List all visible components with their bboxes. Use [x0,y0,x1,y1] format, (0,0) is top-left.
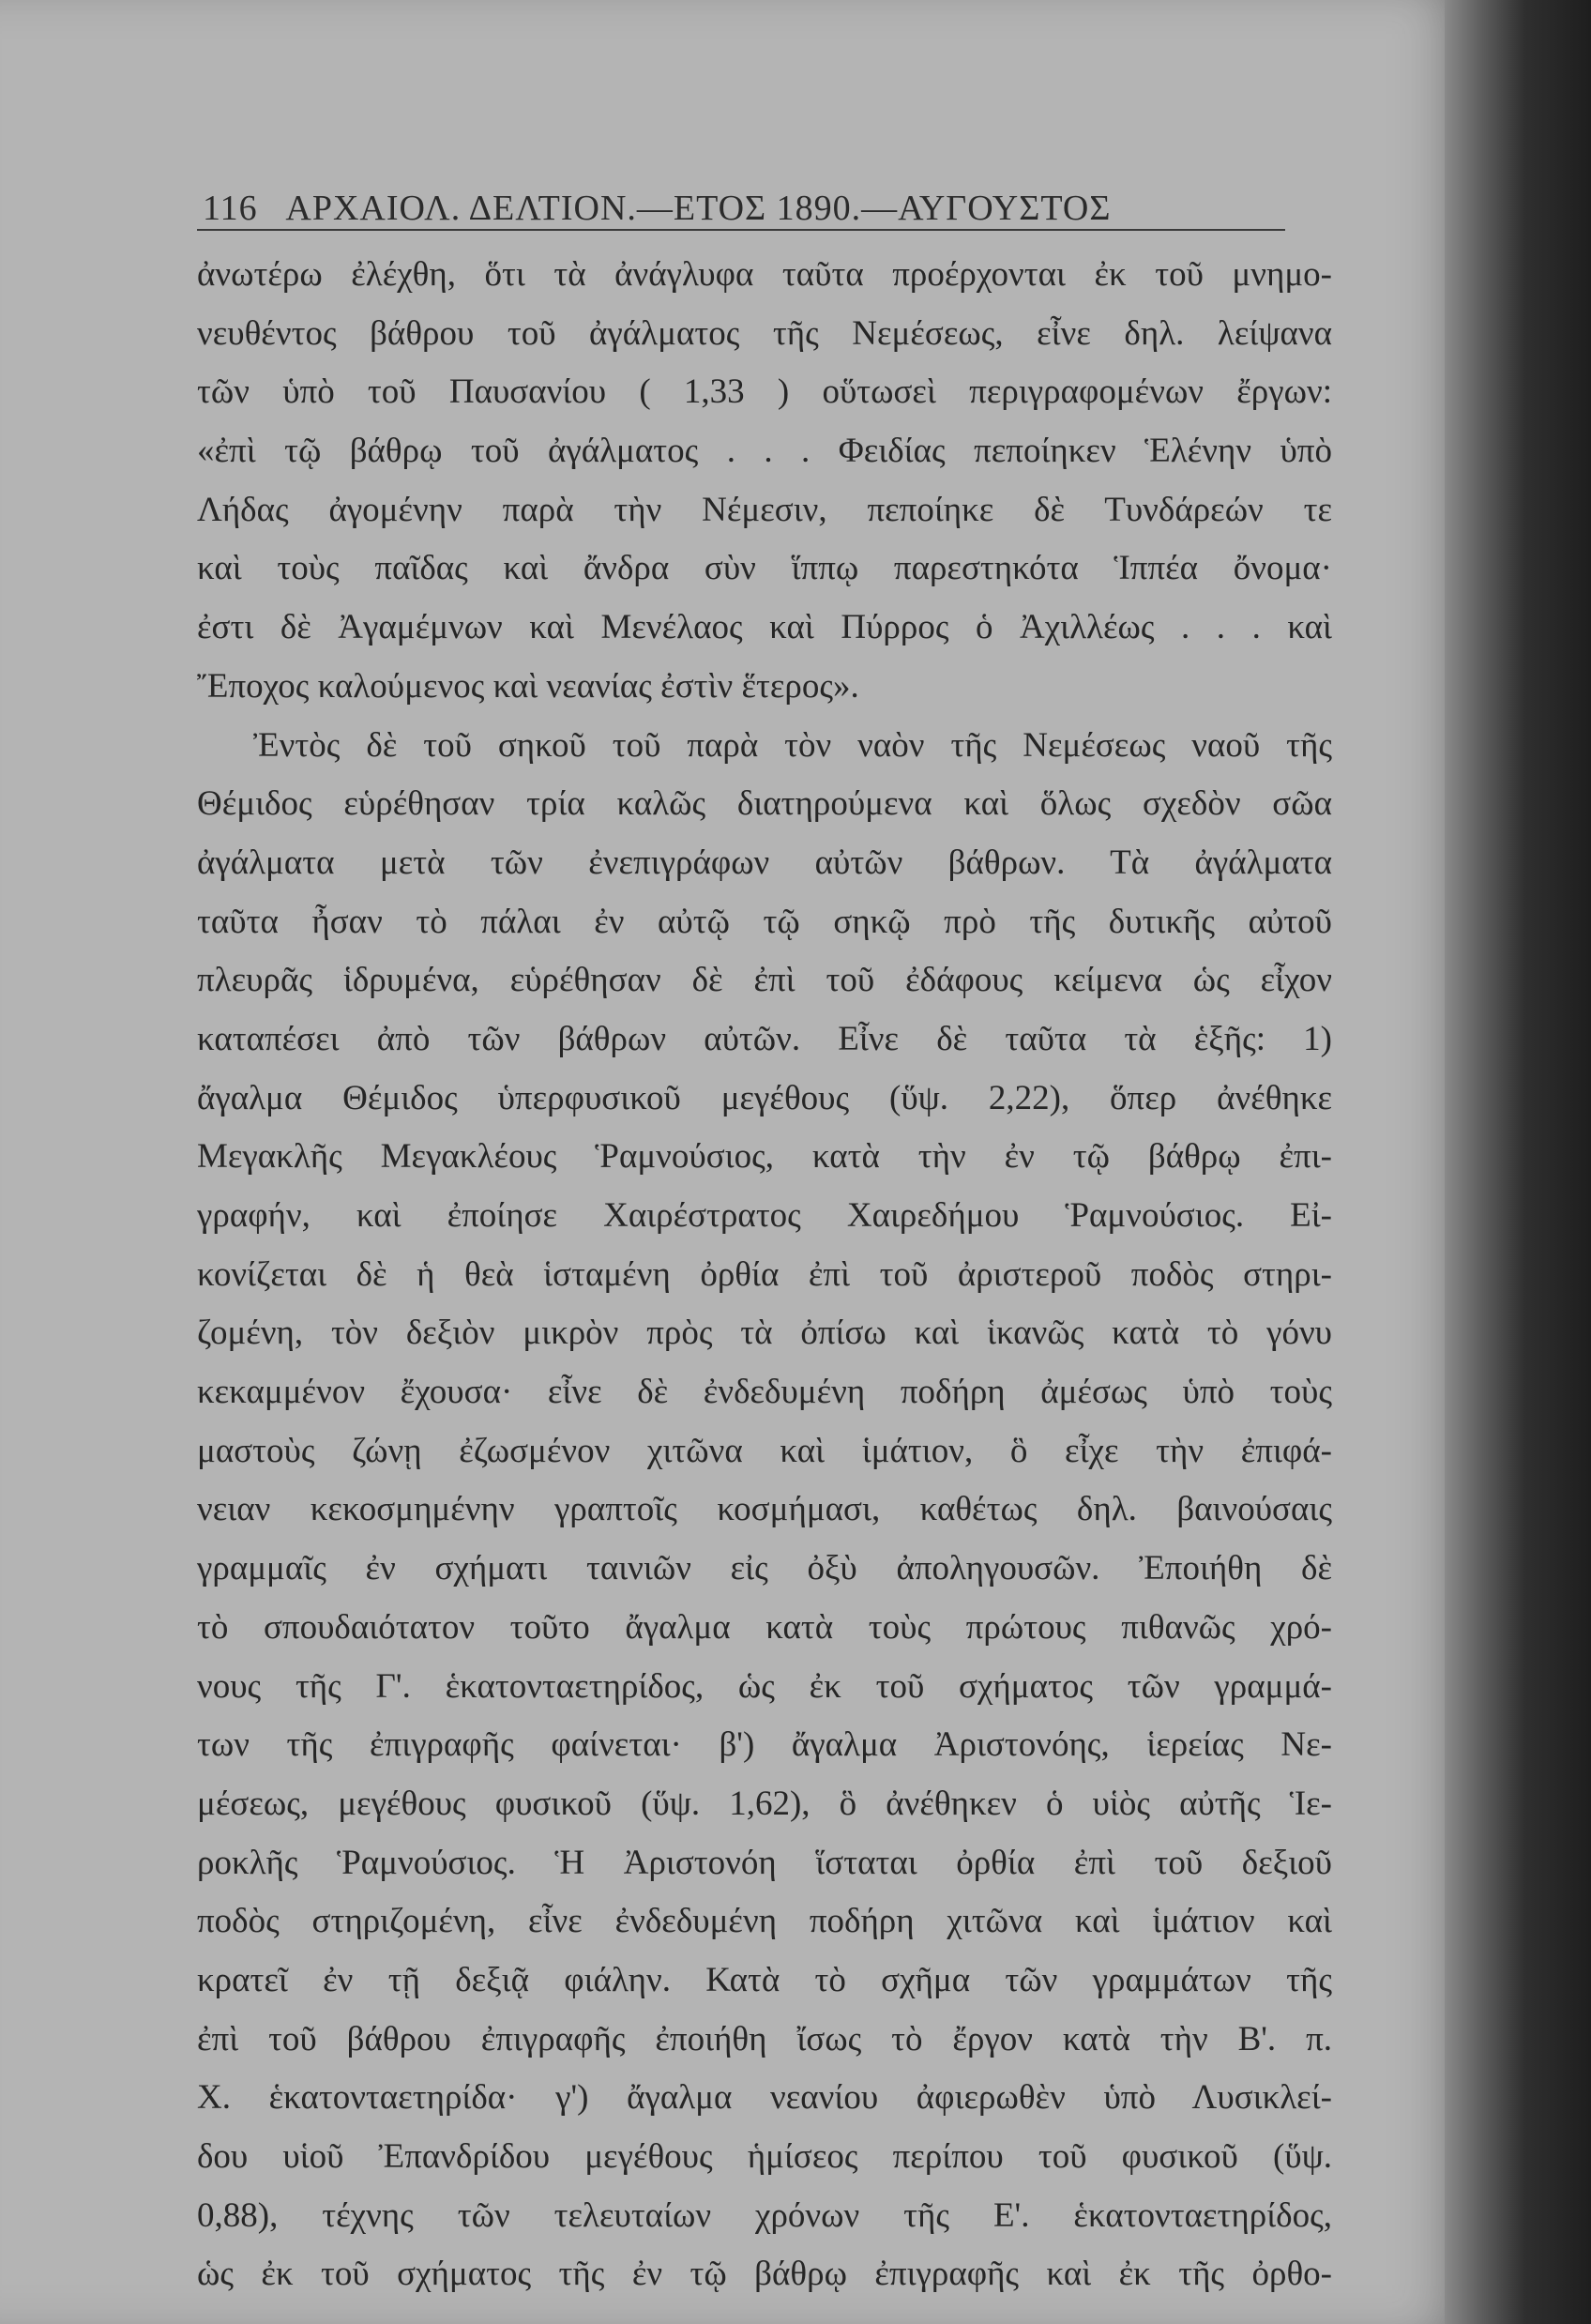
text-line: των τῆς ἐπιγραφῆς φαίνεται· β') ἄγαλμα Ἀριστονόης, ἱερείας Νε- [197,1725,1332,1765]
text-line: ποδὸς στηριζομένη, εἶνε ἐνδεδυμένη ποδήρη χιτῶνα καὶ ἱμάτιον καὶ [197,1902,1332,1941]
text-line: Ἔποχος καλούμενος καὶ νεανίας ἐστὶν ἕτερος». [197,666,859,706]
book-gutter-shadow [1445,0,1591,2324]
text-line: Θέμιδος εὑρέθησαν τρία καλῶς διατηρούμενα καὶ ὅλως σχεδὸν σῶα [197,784,1332,824]
text-line: νειαν κεκοσμημένην γραπτοῖς κοσμήμασι, καθέτως δηλ. βαινούσαις [197,1490,1332,1529]
text-line: Λήδας ἀγομένην παρὰ τὴν Νέμεσιν, πεποίηκε δὲ Τυνδάρεών τε [197,490,1332,529]
text-line: ἄγαλμα Θέμιδος ὑπερφυσικοῦ μεγέθους (ὕψ. 2,22), ὅπερ ἀνέθηκε [197,1078,1332,1117]
text-line: «ἐπὶ τῷ βάθρῳ τοῦ ἀγάλματος . . . Φειδίας πεποίηκεν Ἑλένην ὑπὸ [197,432,1332,471]
text-line: νευθέντος βάθρου τοῦ ἀγάλματος τῆς Νεμέσεως, εἶνε δηλ. λείψανα [197,313,1332,353]
text-line: δου υἱοῦ Ἐπανδρίδου μεγέθους ἡμίσεος περίπου τοῦ φυσικοῦ (ὕψ. [197,2137,1332,2176]
text-line: καὶ τοὺς παῖδας καὶ ἄνδρα σὺν ἵππῳ παρεστηκότα Ἱππέα ὄνομα· [197,549,1332,588]
body-text [197,246,1341,2304]
text-line: ἀγάλματα μετὰ τῶν ἐνεπιγράφων αὐτῶν βάθρων. Τὰ ἀγάλματα [197,843,1332,882]
text-line: Ἐντὸς δὲ τοῦ σηκοῦ τοῦ παρὰ τὸν ναὸν τῆς Νεμέσεως ναοῦ τῆς [253,725,1332,765]
text-line: ἐστι δὲ Ἀγαμέμνων καὶ Μενέλαος καὶ Πύρρος ὁ Ἀχιλλέως . . . καὶ [197,608,1332,647]
text-line: 0,88), τέχνης τῶν τελευταίων χρόνων τῆς Ε'. ἑκατονταετηρίδος, [197,2195,1332,2235]
page-number: 116 [203,189,258,228]
text-line: ἐπὶ τοῦ βάθρου ἐπιγραφῆς ἐποιήθη ἴσως τὸ ἔργον κατὰ τὴν Β'. π. [197,2019,1332,2058]
text-line: ζομένη, τὸν δεξιὸν μικρὸν πρὸς τὰ ὀπίσω καὶ ἱκανῶς κατὰ τὸ γόνυ [197,1314,1332,1353]
text-line: μαστοὺς ζώνῃ ἐζωσμένον χιτῶνα καὶ ἱμάτιον, ὃ εἶχε τὴν ἐπιφά- [197,1431,1332,1470]
running-header [203,188,1281,229]
text-line: κεκαμμένον ἔχουσα· εἶνε δὲ ἐνδεδυμένη ποδήρη ἀμέσως ὑπὸ τοὺς [197,1373,1332,1412]
text-line: τῶν ὑπὸ τοῦ Παυσανίου ( 1,33 ) οὕτωσεὶ περιγραφομένων ἔργων: [197,372,1332,412]
text-line: κρατεῖ ἐν τῇ δεξιᾷ φιάλην. Κατὰ τὸ σχῆμα τῶν γραμμάτων τῆς [197,1960,1332,1999]
text-line: καταπέσει ἀπὸ τῶν βάθρων αὐτῶν. Εἶνε δὲ ταῦτα τὰ ἑξῆς: 1) [197,1019,1332,1058]
text-line: πλευρᾶς ἱδρυμένα, εὑρέθησαν δὲ ἐπὶ τοῦ ἐδάφους κείμενα ὡς εἶχον [197,961,1332,1000]
running-title: ΑΡΧΑΙΟΛ. ΔΕΛΤΙΟΝ.—ΕΤΟΣ 1890.—ΑΥΓΟΥΣΤΟΣ [285,189,1112,228]
text-line: κονίζεται δὲ ἡ θεὰ ἱσταμένη ὀρθία ἐπὶ τοῦ ἀριστεροῦ ποδὸς στηρι- [197,1254,1332,1294]
text-line: ροκλῆς Ῥαμνούσιος. Ἡ Ἀριστονόη ἵσταται ὀρθία ἐπὶ τοῦ δεξιοῦ [197,1843,1332,1882]
text-line: μέσεως, μεγέθους φυσικοῦ (ὕψ. 1,62), ὃ ἀνέθηκεν ὁ υἱὸς αὐτῆς Ἱε- [197,1784,1332,1823]
text-line: γραμμαῖς ἐν σχήματι ταινιῶν εἰς ὀξὺ ἀποληγουσῶν. Ἐποιήθη δὲ [197,1549,1332,1588]
text-line: γραφήν, καὶ ἐποίησε Χαιρέστρατος Χαιρεδήμου Ῥαμνούσιος. Εἰ- [197,1196,1332,1235]
text-line: Χ. ἑκατονταετηρίδα· γ') ἄγαλμα νεανίου ἀφιερωθὲν ὑπὸ Λυσικλεί- [197,2078,1332,2118]
header-rule [197,229,1285,231]
text-line: ταῦτα ἦσαν τὸ πάλαι ἐν αὐτῷ τῷ σηκῷ πρὸ τῆς δυτικῆς αὐτοῦ [197,902,1332,941]
text-line: τὸ σπουδαιότατον τοῦτο ἄγαλμα κατὰ τοὺς πρώτους πιθανῶς χρό- [197,1607,1332,1647]
text-line: νους τῆς Γ'. ἑκατονταετηρίδος, ὡς ἐκ τοῦ σχήματος τῶν γραμμά- [197,1666,1332,1706]
text-line: Μεγακλῆς Μεγακλέους Ῥαμνούσιος, κατὰ τὴν ἐν τῷ βάθρῳ ἐπι- [197,1137,1332,1177]
text-line: ἀνωτέρω ἐλέχθη, ὅτι τὰ ἀνάγλυφα ταῦτα προέρχονται ἐκ τοῦ μνημο- [197,255,1332,294]
text-line: ὡς ἐκ τοῦ σχήματος τῆς ἐν τῷ βάθρῳ ἐπιγραφῆς καὶ ἐκ τῆς ὀρθο- [197,2255,1332,2294]
